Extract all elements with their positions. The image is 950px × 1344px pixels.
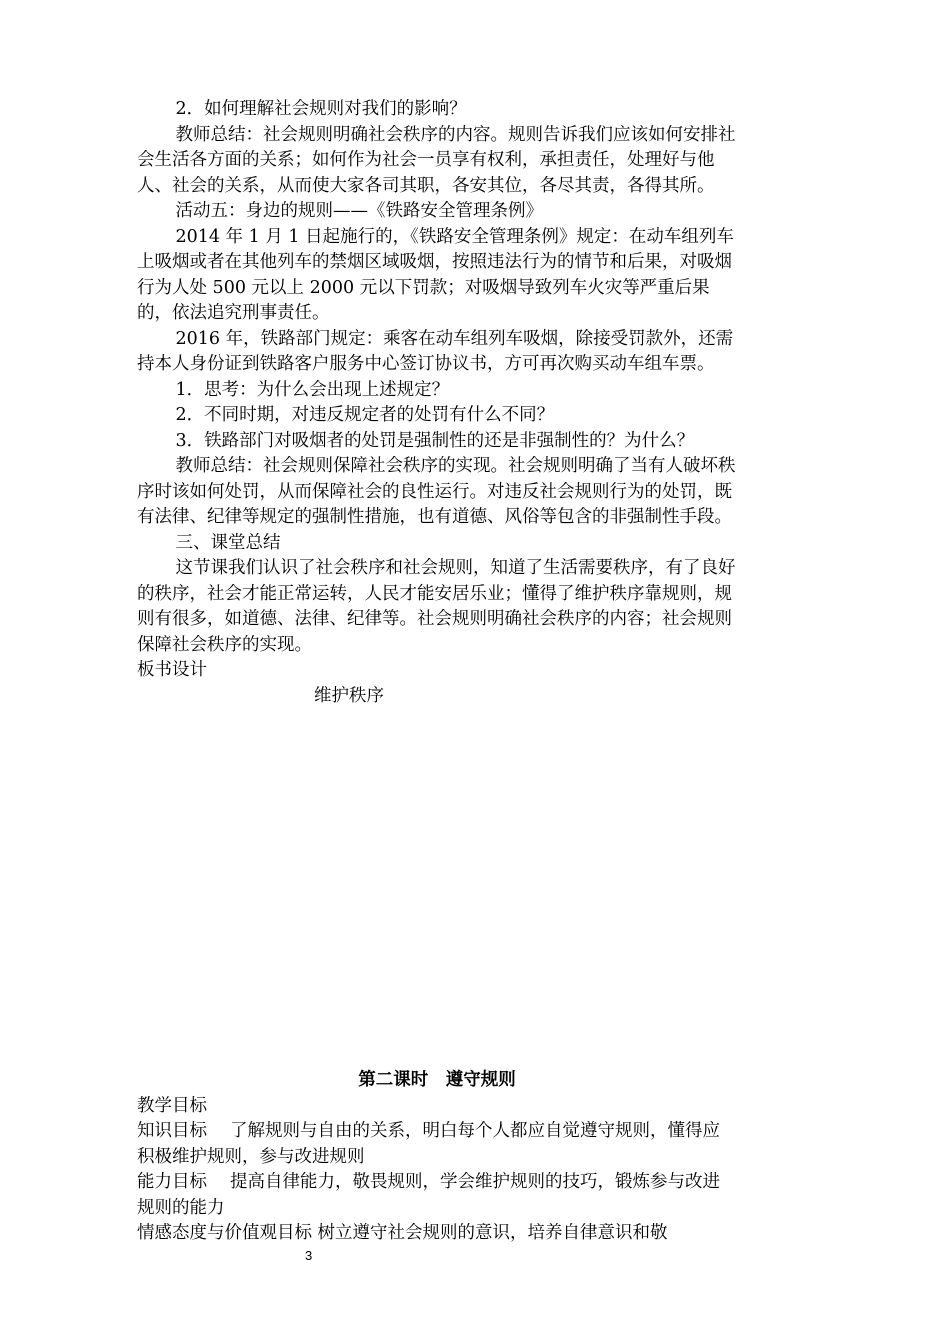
page-number: 3: [305, 1248, 313, 1263]
think-question-1: 1．思考：为什么会出现上述规定？: [175, 379, 450, 400]
ability-goal: 能力目标 提高自律能力，敬畏规则，学会维护规则的技巧，锻炼参与改进规则的能力: [137, 1172, 721, 1218]
teaching-goals-heading: 教学目标: [137, 1095, 207, 1116]
board-design-heading: 板书设计: [137, 660, 207, 680]
railway-regulation-2016: 2016 年，铁路部门规定：乘客在动车组列车吸烟，除接受罚款外，还需持本人身份证到铁路客户服务中心签订协议书，方可再次购买动车组车票。: [137, 328, 734, 374]
teacher-summary-1: 教师总结：社会规则明确社会秩序的内容。规则告诉我们应该如何安排社会生活各方面的关系；如何作为社会一员享有权利，承担责任，处理好与他人、社会的关系，从而使大家各司其职，各安其位，各尽其责，各得其所。: [137, 124, 736, 196]
emotion-goal: 情感态度与价值观目标 树立遵守社会规则的意识，培养自律意识和敬: [137, 1223, 668, 1243]
lesson-one-content: [137, 97, 737, 709]
board-design-title: 维护秩序: [314, 685, 384, 706]
lesson-two-title: 第二课时 遵守规则: [358, 1070, 516, 1090]
lesson-two-content: [137, 1068, 737, 1247]
knowledge-goal: 知识目标 了解规则与自由的关系，明白每个人都应自觉遵守规则，懂得应积极维护规则，参与改进规则: [137, 1121, 721, 1167]
think-question-2: 2．不同时期，对违反规定者的处罚有什么不同？: [175, 405, 555, 425]
teacher-summary-2: 教师总结：社会规则保障社会秩序的实现。社会规则明确了当有人破坏秩序时该如何处罚，从而保障社会的良性运行。对违反社会规则行为的处罚，既有法律、纪律等规定的强制性措施，也有道德、风俗等包含的非强制性手段。: [137, 456, 736, 527]
think-question-3: 3．铁路部门对吸烟者的处罚是强制性的还是非强制性的？为什么？: [175, 430, 695, 451]
class-summary-text: 这节课我们认识了社会秩序和社会规则，知道了生活需要秩序，有了良好的秩序，社会才能正常运转，人民才能安居乐业；懂得了维护秩序靠规则，规则有很多，如道德、法律、纪律等。社会规则明确社会秩序的内容；社会规则保障社会秩序的实现。: [137, 558, 736, 655]
class-summary-heading: 三、课堂总结: [175, 532, 281, 553]
activity-five-title: 活动五：身边的规则——《铁路安全管理条例》: [175, 201, 543, 221]
railway-regulation-2014: 2014 年 1 月 1 日起施行的，《铁路安全管理条例》规定：在动车组列车上吸烟或者在其他列车的禁烟区域吸烟，按照违法行为的情节和后果，对吸烟行为人处 500 元以上 2000 元以下罚款；对吸烟导致列车火灾等严重后果的，依法追究刑事责任。: [137, 226, 734, 323]
question-2: 2．如何理解社会规则对我们的影响？: [175, 99, 467, 119]
